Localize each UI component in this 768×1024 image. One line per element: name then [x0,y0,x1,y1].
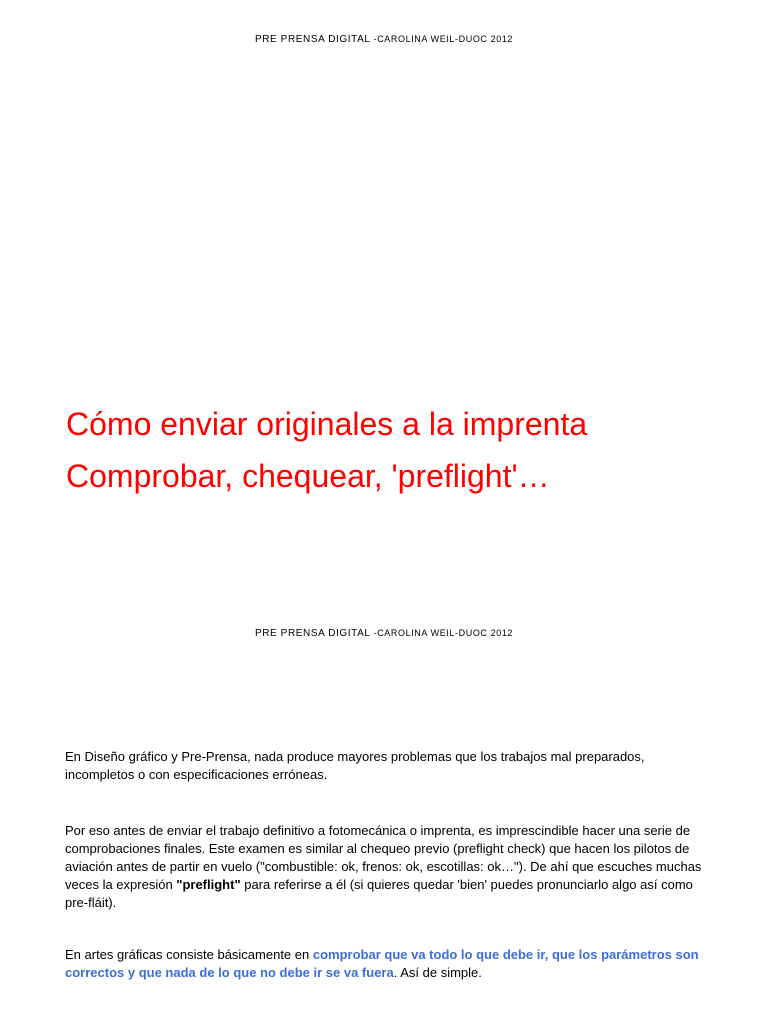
header-suffix: CAROLINA WEIL-DUOC 2012 [377,34,514,44]
document-title-line-1: Cómo enviar originales a la imprenta [66,406,588,442]
paragraph-preflight-text: Por eso antes de enviar el trabajo definitivo a fotomecánica o imprenta, es imprescindible hacer una serie de comprobaciones finales. Este examen es similar al chequeo previo (preflight check) que hacen los pilotos de aviación antes de partir en vuelo ("combustible: ok, frenos: ok, escotillas: ok…"). De ahí que escuches muchas veces la expresión [65,823,702,892]
header-dash: - [373,34,378,44]
highlighted-definition: comprobar que va todo lo que debe ir, que los parámetros son correctos y que nada de lo que no debe ir se va fuera [65,947,699,980]
header-dash: - [373,628,378,638]
document-title-line-2: Comprobar, chequear, 'preflight'… [66,458,550,494]
preflight-term: "preflight" [176,877,241,892]
paragraph-definition [65,946,715,982]
page-header [0,34,768,45]
header-prefix: PRE PRENSA DIGITAL [254,34,374,45]
paragraph-preflight-text-end: para referirse a él (si quieres quedar 'bien' puedes pronunciarlo algo así como pre-fláit). [65,877,693,910]
paragraph-preflight [65,822,715,912]
paragraph-definition-text: En artes gráficas consiste básicamente en [65,947,313,962]
paragraph-definition-text-end: . Así de simple. [393,965,482,980]
page-header-repeat [0,628,768,639]
header-suffix: CAROLINA WEIL-DUOC 2012 [377,628,514,638]
header-prefix: PRE PRENSA DIGITAL [254,628,374,639]
paragraph-intro: En Diseño gráfico y Pre-Prensa, nada produce mayores problemas que los trabajos mal preparados, incompletos o con especificaciones erróneas. [65,749,645,782]
